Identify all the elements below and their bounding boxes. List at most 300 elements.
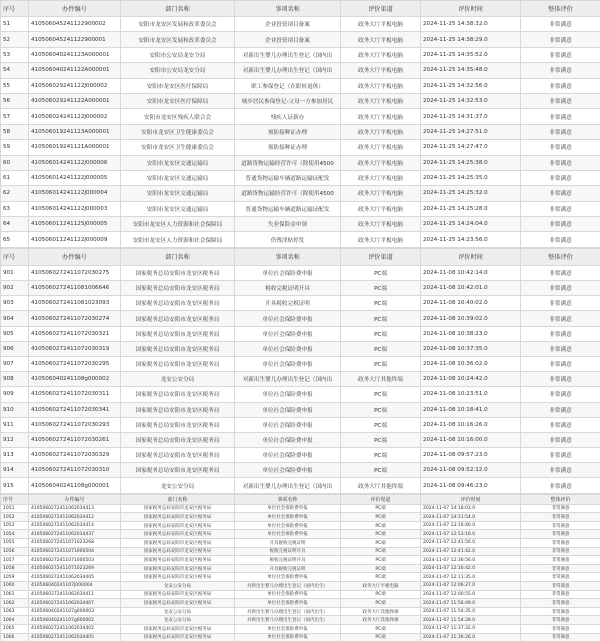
time-cell: 2024-11-08 10:23:51.0: [421, 387, 521, 402]
channel-cell: 政务大厅其他终端: [341, 616, 421, 625]
case-number-cell: 410506040241107g000002: [29, 616, 121, 625]
evaluation-table-2: [0, 248, 600, 494]
header-index: 序号: [1, 494, 29, 504]
item-name-cell: 开具税收完税证明: [235, 564, 341, 573]
table-row: [1, 564, 600, 573]
evaluation-table-1: [0, 0, 600, 248]
department-cell: 安阳市龙安区发展和改革委员会: [121, 32, 235, 47]
table-row: [1, 616, 600, 625]
table-row: [1, 372, 600, 387]
item-name-cell: 税收完税证明开具: [235, 547, 341, 556]
case-number-cell: 410506014241122J000003: [29, 201, 121, 216]
case-number-cell: 410506019241123A000001: [29, 124, 121, 139]
item-name-cell: 残疾人证新办: [235, 109, 341, 124]
rating-cell: 非常满意: [521, 539, 600, 548]
channel-cell: PC端: [341, 448, 421, 463]
rating-cell: 非常满意: [521, 633, 600, 642]
header-department: 部门名称: [121, 494, 235, 504]
table-row: [1, 624, 600, 633]
rating-cell: 非常满意: [521, 93, 600, 108]
header-channel: 评价渠道: [341, 1, 421, 17]
case-number-cell: 410506040241107J000004: [29, 582, 121, 591]
channel-cell: 政务大厅平板电脑: [341, 78, 421, 93]
table-row: [1, 32, 600, 47]
index-cell: 64: [1, 217, 29, 232]
rating-cell: 非常满意: [521, 387, 600, 402]
index-cell: 1058: [1, 564, 29, 573]
case-number-cell: 410506040241108g000001: [29, 478, 121, 493]
table-row: [1, 432, 600, 447]
channel-cell: 政务大厅其他终端: [341, 607, 421, 616]
header-channel: 评价渠道: [341, 494, 421, 504]
department-cell: 国家税务总局安阳市龙安区税务局: [121, 341, 235, 356]
case-number-cell: 410506019241121A000001: [29, 140, 121, 155]
department-cell: 国家税务总局安阳市龙安区税务局: [121, 633, 235, 642]
case-number-cell: 4105060272411062034414: [29, 521, 121, 530]
table-row: [1, 387, 600, 402]
time-cell: 2024-11-25 14:27:51.0: [421, 124, 521, 139]
index-cell: 1059: [1, 573, 29, 582]
index-cell: 912: [1, 432, 29, 447]
channel-cell: 政务大厅平板电脑: [341, 47, 421, 62]
index-cell: 911: [1, 417, 29, 432]
case-number-cell: 410506029241122J000002: [29, 78, 121, 93]
case-number-cell: 410506040241107g000003: [29, 607, 121, 616]
table-row: [1, 590, 600, 599]
department-cell: 国家税务总局安阳市龙安区税务局: [121, 513, 235, 522]
department-cell: 国家税务总局安阳市龙安区税务局: [121, 530, 235, 539]
item-name-cell: 单位社会保险费申报: [235, 402, 341, 417]
rating-cell: 非常满意: [521, 341, 600, 356]
table-row: [1, 530, 600, 539]
rating-cell: 非常满意: [521, 170, 600, 185]
rating-cell: 非常满意: [521, 265, 600, 280]
rating-cell: 非常满意: [521, 281, 600, 296]
time-cell: 2024-11-08 10:39:02.0: [421, 311, 521, 326]
table-row: [1, 78, 600, 93]
time-cell: 2024-11-25 14:38:29.0: [421, 32, 521, 47]
channel-cell: PC端: [341, 564, 421, 573]
case-number-cell: 410506045241122900002: [29, 17, 121, 32]
time-cell: 2024-11-07 11:56:49.0: [421, 599, 521, 608]
rating-cell: 非常满意: [521, 311, 600, 326]
case-number-cell: 4105060272411072030293: [29, 417, 121, 432]
table-row: [1, 296, 600, 311]
channel-cell: PC端: [341, 547, 421, 556]
time-cell: 2024-11-08 10:18:41.0: [421, 402, 521, 417]
department-cell: 国家税务总局安阳市龙安区税务局: [121, 590, 235, 599]
time-cell: 2024-11-08 10:37:35.0: [421, 341, 521, 356]
table-row: [1, 556, 600, 565]
channel-cell: PC端: [341, 530, 421, 539]
department-cell: 国家税务总局安阳市龙安区税务局: [121, 281, 235, 296]
department-cell: 国家税务总局安阳市龙安区税务局: [121, 573, 235, 582]
table-row: [1, 573, 600, 582]
index-cell: 907: [1, 356, 29, 371]
table-row: [1, 582, 600, 591]
index-cell: 1055: [1, 539, 29, 548]
index-cell: 54: [1, 63, 29, 78]
channel-cell: PC端: [341, 599, 421, 608]
channel-cell: 政务大厅平板电脑: [341, 32, 421, 47]
rating-cell: 非常满意: [521, 417, 600, 432]
index-cell: 909: [1, 387, 29, 402]
case-number-cell: 4105060272411072030321: [29, 326, 121, 341]
case-number-cell: 4105060272411072030275: [29, 265, 121, 280]
header-index: 序号: [1, 1, 29, 17]
channel-cell: PC端: [341, 356, 421, 371]
rating-cell: 非常满意: [521, 607, 600, 616]
table-row: [1, 341, 600, 356]
index-cell: 1051: [1, 504, 29, 513]
time-cell: 2024-11-25 14:35:52.0: [421, 47, 521, 62]
rating-cell: 非常满意: [521, 599, 600, 608]
index-cell: 1062: [1, 599, 29, 608]
case-number-cell: 4105060272411072030311: [29, 387, 121, 402]
header-time: 评价时间: [421, 494, 521, 504]
item-name-cell: 单位社会保险费申报: [235, 633, 341, 642]
time-cell: 2024-11-07 12:06:27.0: [421, 582, 521, 591]
rating-cell: 非常满意: [521, 63, 600, 78]
department-cell: 安阳市龙安区医疗保障局: [121, 78, 235, 93]
rating-cell: 非常满意: [521, 296, 600, 311]
department-cell: 国家税务总局安阳市龙安区税务局: [121, 296, 235, 311]
item-name-cell: 单位社会保险费申报: [235, 341, 341, 356]
item-name-cell: 对新出生婴儿办理出生登记（国内出: [235, 63, 341, 78]
case-number-cell: 4105060272411062034407: [29, 599, 121, 608]
department-cell: 安阳市龙安区卫生健康委员会: [121, 140, 235, 155]
item-name-cell: 预防接种证办理: [235, 124, 341, 139]
index-cell: 1060: [1, 582, 29, 591]
index-cell: 910: [1, 402, 29, 417]
case-number-cell: 410506014241122J000005: [29, 170, 121, 185]
department-cell: 国家税务总局安阳市龙安区税务局: [121, 564, 235, 573]
index-cell: 913: [1, 448, 29, 463]
department-cell: 安阳市龙安区残疾人联合会: [121, 109, 235, 124]
time-cell: 2024-11-08 09:52:12.0: [421, 463, 521, 478]
table-row: [1, 448, 600, 463]
department-cell: 安阳市龙安区医疗保障局: [121, 93, 235, 108]
item-name-cell: 对新出生婴儿办理出生登记（国内出生）: [235, 607, 341, 616]
header-index: 序号: [1, 248, 29, 265]
case-number-cell: 410506014241122J000004: [29, 186, 121, 201]
case-number-cell: 4105060272411072030261: [29, 432, 121, 447]
channel-cell: PC端: [341, 633, 421, 642]
channel-cell: PC端: [341, 573, 421, 582]
time-cell: 2024-11-08 10:24:42.0: [421, 372, 521, 387]
table-header-row: [1, 1, 600, 17]
department-cell: 国家税务总局安阳市龙安区税务局: [121, 599, 235, 608]
department-cell: 龙安公安分局: [121, 616, 235, 625]
rating-cell: 非常满意: [521, 217, 600, 232]
time-cell: 2024-11-07 12:11:35.0: [421, 573, 521, 582]
index-cell: 59: [1, 140, 29, 155]
table-row: [1, 513, 600, 522]
department-cell: 国家税务总局安阳市龙安区税务局: [121, 624, 235, 633]
table-row: [1, 463, 600, 478]
header-case-number: 办件编号: [29, 1, 121, 17]
channel-cell: PC端: [341, 311, 421, 326]
table-row: [1, 281, 600, 296]
case-number-cell: 4105060272411062034437: [29, 530, 121, 539]
index-cell: 903: [1, 296, 29, 311]
table-row: [1, 17, 600, 32]
case-number-cell: 4105060272411062034413: [29, 504, 121, 513]
table-row: [1, 170, 600, 185]
channel-cell: PC端: [341, 463, 421, 478]
table-row: [1, 539, 600, 548]
time-cell: 2024-11-07 12:41:56.0: [421, 539, 521, 548]
channel-cell: 政务大厅平板电脑: [341, 93, 421, 108]
item-name-cell: 道路货物运输经营许可（除使用4500: [235, 186, 341, 201]
item-name-cell: 道路货物运输经营许可（除使用4500: [235, 155, 341, 170]
index-cell: 52: [1, 32, 29, 47]
case-number-cell: 4105060272411072030341: [29, 402, 121, 417]
channel-cell: PC端: [341, 387, 421, 402]
index-cell: 905: [1, 326, 29, 341]
rating-cell: 非常满意: [521, 547, 600, 556]
time-cell: 2024-11-07 12:36:56.0: [421, 556, 521, 565]
department-cell: 国家税务总局安阳市龙安区税务局: [121, 448, 235, 463]
item-name-cell: 仍残津贴停发: [235, 232, 341, 247]
department-cell: 龙安公安分局: [121, 582, 235, 591]
case-number-cell: 4105060272411062034405: [29, 573, 121, 582]
time-cell: 2024-11-07 11:36:26.0: [421, 633, 521, 642]
department-cell: 安阳市龙安区人力资源和社会保障局: [121, 232, 235, 247]
item-name-cell: 对新出生婴儿办理出生登记（国内出: [235, 372, 341, 387]
department-cell: 国家税务总局安阳市龙安区税务局: [121, 326, 235, 341]
rating-cell: 非常满意: [521, 124, 600, 139]
case-number-cell: 4105060272411071023268: [29, 539, 121, 548]
rating-cell: 非常满意: [521, 504, 600, 513]
header-time: 评价时间: [421, 248, 521, 265]
channel-cell: 政务大厅平板电脑: [341, 17, 421, 32]
department-cell: 国家税务总局安阳市龙安区税务局: [121, 556, 235, 565]
item-name-cell: 税收完税证明开具: [235, 281, 341, 296]
table-row: [1, 217, 600, 232]
table-row: [1, 47, 600, 62]
table-row: [1, 186, 600, 201]
header-rating: 整体评价: [521, 1, 600, 17]
table-row: [1, 633, 600, 642]
department-cell: 龙安公安分局: [121, 478, 235, 493]
rating-cell: 非常满意: [521, 140, 600, 155]
case-number-cell: 410506024241122J000002: [29, 109, 121, 124]
channel-cell: PC端: [341, 504, 421, 513]
department-cell: 龙安公安分局: [121, 372, 235, 387]
time-cell: 2024-11-25 14:31:37.0: [421, 109, 521, 124]
rating-cell: 非常满意: [521, 521, 600, 530]
evaluation-table-3: [0, 494, 600, 642]
time-cell: 2024-11-07 13:16:40.0: [421, 521, 521, 530]
case-number-cell: 410506040241108g000002: [29, 372, 121, 387]
case-number-cell: 4105060272411072030329: [29, 448, 121, 463]
case-number-cell: 4105060272411072030274: [29, 311, 121, 326]
channel-cell: PC端: [341, 432, 421, 447]
item-name-cell: 单位社会保险费申报: [235, 326, 341, 341]
case-number-cell: 4105060272411081006646: [29, 281, 121, 296]
case-number-cell: 4105060272411071000503: [29, 556, 121, 565]
department-cell: 国家税务总局安阳市龙安区税务局: [121, 311, 235, 326]
item-name-cell: 预防接种证办理: [235, 140, 341, 155]
time-cell: 2024-11-08 10:42:14.0: [421, 265, 521, 280]
table-row: [1, 109, 600, 124]
index-cell: 1053: [1, 521, 29, 530]
index-cell: 62: [1, 186, 29, 201]
rating-cell: 非常满意: [521, 564, 600, 573]
case-number-cell: 410506011241122J000009: [29, 232, 121, 247]
time-cell: 2024-11-07 12:53:16.0: [421, 530, 521, 539]
department-cell: 安阳市龙安区交通运输局: [121, 201, 235, 216]
channel-cell: PC端: [341, 556, 421, 565]
index-cell: 1054: [1, 530, 29, 539]
index-cell: 1064: [1, 616, 29, 625]
index-cell: 915: [1, 478, 29, 493]
channel-cell: PC端: [341, 539, 421, 548]
index-cell: 51: [1, 17, 29, 32]
index-cell: 1056: [1, 547, 29, 556]
channel-cell: PC端: [341, 326, 421, 341]
department-cell: 安阳市龙安区交通运输局: [121, 186, 235, 201]
header-time: 评价时间: [421, 1, 521, 17]
department-cell: 安阳市龙安区卫生健康委员会: [121, 124, 235, 139]
case-number-cell: 4105060272411062034402: [29, 624, 121, 633]
item-name-cell: 单位社会保险费申报: [235, 573, 341, 582]
case-number-cell: 4105060272411072030295: [29, 356, 121, 371]
header-item-name: 事项名称: [235, 248, 341, 265]
rating-cell: 非常满意: [521, 556, 600, 565]
item-name-cell: 职工参保登记（在职转退休）: [235, 78, 341, 93]
item-name-cell: 对新出生婴儿办理出生登记（国内出: [235, 478, 341, 493]
time-cell: 2024-11-25 14:32:53.0: [421, 93, 521, 108]
item-name-cell: 单位社会保险费申报: [235, 387, 341, 402]
item-name-cell: 对新出生婴儿办理出生登记（国内出: [235, 47, 341, 62]
header-case-number: 办件编号: [29, 494, 121, 504]
table-row: [1, 417, 600, 432]
channel-cell: PC端: [341, 521, 421, 530]
table-row: [1, 140, 600, 155]
header-item-name: 事项名称: [235, 1, 341, 17]
department-cell: 安阳市公安局龙安分局: [121, 47, 235, 62]
item-name-cell: 开具税收完税证明: [235, 539, 341, 548]
table-row: [1, 124, 600, 139]
header-rating: 整体评价: [521, 248, 600, 265]
header-item-name: 事项名称: [235, 494, 341, 504]
index-cell: 53: [1, 47, 29, 62]
index-cell: 902: [1, 281, 29, 296]
department-cell: 国家税务总局安阳市龙安区税务局: [121, 387, 235, 402]
rating-cell: 非常满意: [521, 590, 600, 599]
channel-cell: 政务大厅平板电脑: [341, 109, 421, 124]
index-cell: 1065: [1, 624, 29, 633]
department-cell: 安阳市龙安区人力资源和社会保障局: [121, 217, 235, 232]
item-name-cell: 普通货物运输车辆道路运输证配发: [235, 201, 341, 216]
index-cell: 55: [1, 78, 29, 93]
rating-cell: 非常满意: [521, 624, 600, 633]
item-name-cell: 单位社会保险费申报: [235, 599, 341, 608]
item-name-cell: 失业保险金申领: [235, 217, 341, 232]
channel-cell: PC端: [341, 590, 421, 599]
table-row: [1, 232, 600, 247]
rating-cell: 非常满意: [521, 109, 600, 124]
channel-cell: 政务大厅其他终端: [341, 478, 421, 493]
table-row: [1, 356, 600, 371]
table-row: [1, 326, 600, 341]
rating-cell: 非常满意: [521, 372, 600, 387]
department-cell: 国家税务总局安阳市龙安区税务局: [121, 265, 235, 280]
header-department: 部门名称: [121, 1, 235, 17]
table-header-row: [1, 494, 600, 504]
department-cell: 安阳市龙安区交通运输局: [121, 170, 235, 185]
item-name-cell: 单位社会保险费申报: [235, 265, 341, 280]
table-row: [1, 93, 600, 108]
channel-cell: 政务大厅平板电脑: [341, 201, 421, 216]
item-name-cell: 普通货物运输车辆道路运输证配发: [235, 170, 341, 185]
channel-cell: 政务大厅平板电脑: [341, 217, 421, 232]
department-cell: 安阳市公安局龙安分局: [121, 63, 235, 78]
time-cell: 2024-11-07 12:41:42.0: [421, 547, 521, 556]
rating-cell: 非常满意: [521, 513, 600, 522]
time-cell: 2024-11-25 14:25:28.0: [421, 201, 521, 216]
time-cell: 2024-11-25 14:25:32.0: [421, 186, 521, 201]
time-cell: 2024-11-07 11:54:28.0: [421, 616, 521, 625]
case-number-cell: 410506045241122900001: [29, 32, 121, 47]
time-cell: 2024-11-08 09:46:23.0: [421, 478, 521, 493]
item-name-cell: 企业投资项目备案: [235, 32, 341, 47]
channel-cell: 政务大厅其他终端: [341, 372, 421, 387]
rating-cell: 非常满意: [521, 573, 600, 582]
item-name-cell: 企业投资项目备案: [235, 17, 341, 32]
item-name-cell: 单位社会保险费申报: [235, 513, 341, 522]
rating-cell: 非常满意: [521, 432, 600, 447]
table-row: [1, 547, 600, 556]
rating-cell: 非常满意: [521, 186, 600, 201]
item-name-cell: 单位社会保险费申报: [235, 590, 341, 599]
table-row: [1, 478, 600, 493]
rating-cell: 非常满意: [521, 478, 600, 493]
item-name-cell: 单位社会保险费申报: [235, 521, 341, 530]
table-row: [1, 63, 600, 78]
department-cell: 国家税务总局安阳市龙安区税务局: [121, 539, 235, 548]
channel-cell: PC端: [341, 402, 421, 417]
department-cell: 安阳市龙安区交通运输局: [121, 155, 235, 170]
time-cell: 2024-11-25 14:32:56.0: [421, 78, 521, 93]
department-cell: 国家税务总局安阳市龙安区税务局: [121, 504, 235, 513]
case-number-cell: 410506011241125J000005: [29, 217, 121, 232]
case-number-cell: 410506029241122A000001: [29, 93, 121, 108]
index-cell: 1061: [1, 590, 29, 599]
time-cell: 2024-11-07 11:54:35.0: [421, 607, 521, 616]
time-cell: 2024-11-08 10:36:02.0: [421, 356, 521, 371]
time-cell: 2024-11-25 14:24:04.0: [421, 217, 521, 232]
header-department: 部门名称: [121, 248, 235, 265]
channel-cell: PC端: [341, 341, 421, 356]
item-name-cell: 单位社会保险费申报: [235, 417, 341, 432]
time-cell: 2024-11-25 14:23:56.0: [421, 232, 521, 247]
time-cell: 2024-11-08 10:40:02.0: [421, 296, 521, 311]
case-number-cell: 410506014241122J000006: [29, 155, 121, 170]
rating-cell: 非常满意: [521, 78, 600, 93]
index-cell: 65: [1, 232, 29, 247]
channel-cell: 政务大厅平板电脑: [341, 232, 421, 247]
time-cell: 2024-11-25 14:35:48.0: [421, 63, 521, 78]
rating-cell: 非常满意: [521, 201, 600, 216]
time-cell: 2024-11-07 14:11:54.0: [421, 513, 521, 522]
index-cell: 1066: [1, 633, 29, 642]
index-cell: 1057: [1, 556, 29, 565]
channel-cell: PC端: [341, 624, 421, 633]
rating-cell: 非常满意: [521, 155, 600, 170]
